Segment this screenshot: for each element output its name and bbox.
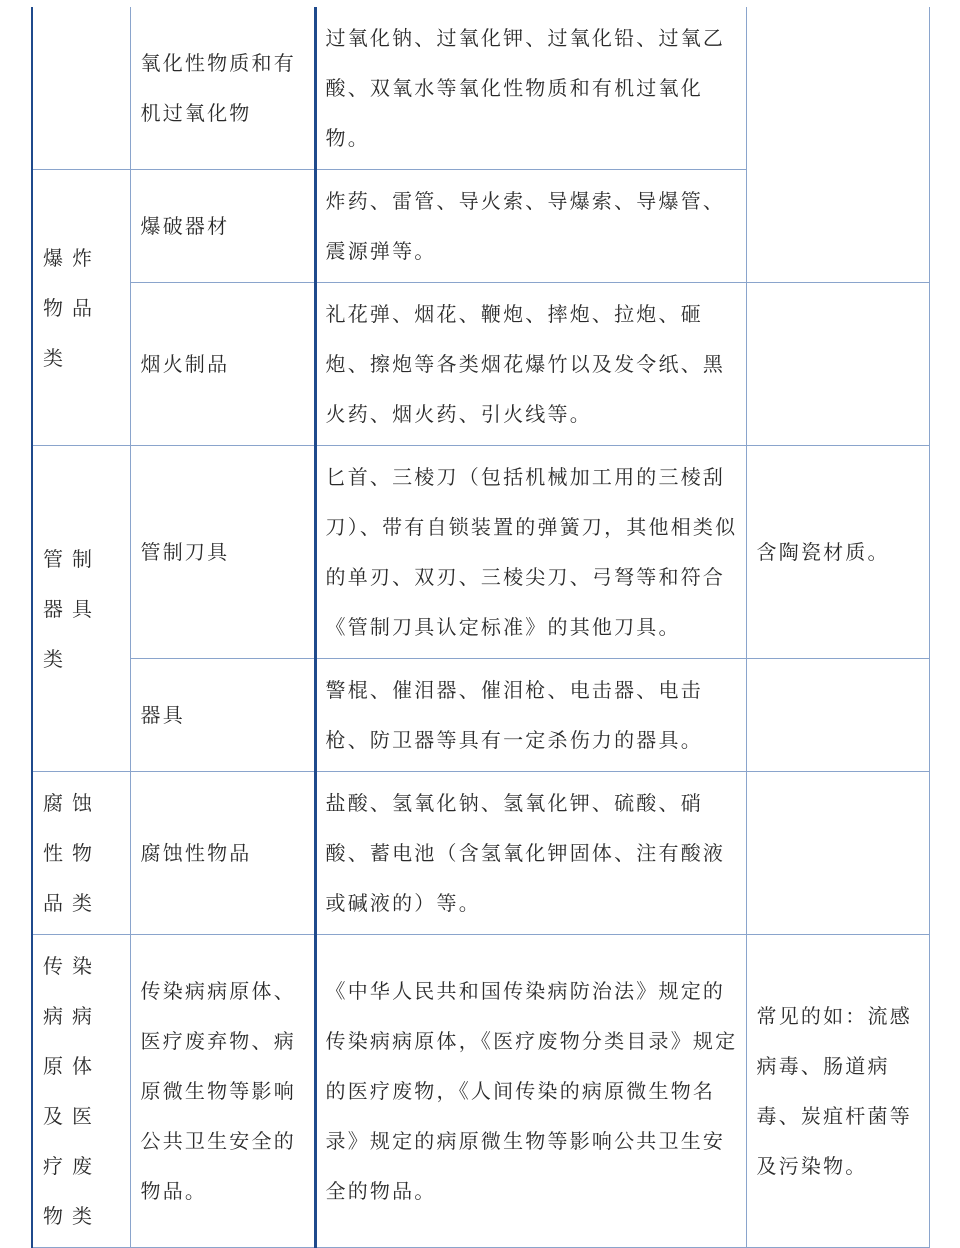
table-row <box>32 7 929 170</box>
category-cell: 传染病病原体及医疗废物类 <box>32 935 130 1248</box>
description-cell: 过氧化钠、过氧化钾、过氧化铅、过氧乙酸、双氧水等氧化性物质和有机过氧化物。 <box>315 7 746 170</box>
description-cell: 匕首、三棱刀（包括机械加工用的三棱刮刀）、带有自锁装置的弹簧刀，其他相类似的单刃、双刃、三棱尖刀、弓弩等和符合《管制刀具认定标准》的其他刀具。 <box>315 446 746 659</box>
note-cell <box>746 659 929 772</box>
table-row <box>32 283 929 446</box>
table-row <box>32 446 929 659</box>
item-cell: 爆破器材 <box>130 170 315 283</box>
item-cell: 传染病病原体、医疗废弃物、病原微生物等影响公共卫生安全的物品。 <box>130 935 315 1248</box>
table-row <box>32 935 929 1248</box>
item-cell: 器具 <box>130 659 315 772</box>
note-cell <box>746 772 929 935</box>
category-cell <box>32 7 130 170</box>
item-cell: 烟火制品 <box>130 283 315 446</box>
table-row <box>32 659 929 772</box>
description-cell: 炸药、雷管、导火索、导爆索、导爆管、震源弹等。 <box>315 170 746 283</box>
item-cell: 氧化性物质和有机过氧化物 <box>130 7 315 170</box>
description-cell: 警棍、催泪器、催泪枪、电击器、电击枪、防卫器等具有一定杀伤力的器具。 <box>315 659 746 772</box>
note-cell: 含陶瓷材质。 <box>746 446 929 659</box>
note-cell: 常见的如：流感病毒、肠道病毒、炭疽杆菌等及污染物。 <box>746 935 929 1248</box>
category-cell: 爆炸物品类 <box>32 170 130 446</box>
note-cell <box>746 7 929 283</box>
prohibited-items-table <box>31 7 930 1248</box>
table-row <box>32 772 929 935</box>
description-cell: 《中华人民共和国传染病防治法》规定的传染病病原体，《医疗废物分类目录》规定的医疗废物，《人间传染的病原微生物名录》规定的病原微生物等影响公共卫生安全的物品。 <box>315 935 746 1248</box>
category-cell: 腐蚀性物品类 <box>32 772 130 935</box>
category-cell: 管制器具类 <box>32 446 130 772</box>
description-cell: 礼花弹、烟花、鞭炮、摔炮、拉炮、砸炮、擦炮等各类烟花爆竹以及发令纸、黑火药、烟火药、引火线等。 <box>315 283 746 446</box>
item-cell: 腐蚀性物品 <box>130 772 315 935</box>
item-cell: 管制刀具 <box>130 446 315 659</box>
description-cell: 盐酸、氢氧化钠、氢氧化钾、硫酸、硝酸、蓄电池（含氢氧化钾固体、注有酸液或碱液的）等。 <box>315 772 746 935</box>
note-cell <box>746 283 929 446</box>
